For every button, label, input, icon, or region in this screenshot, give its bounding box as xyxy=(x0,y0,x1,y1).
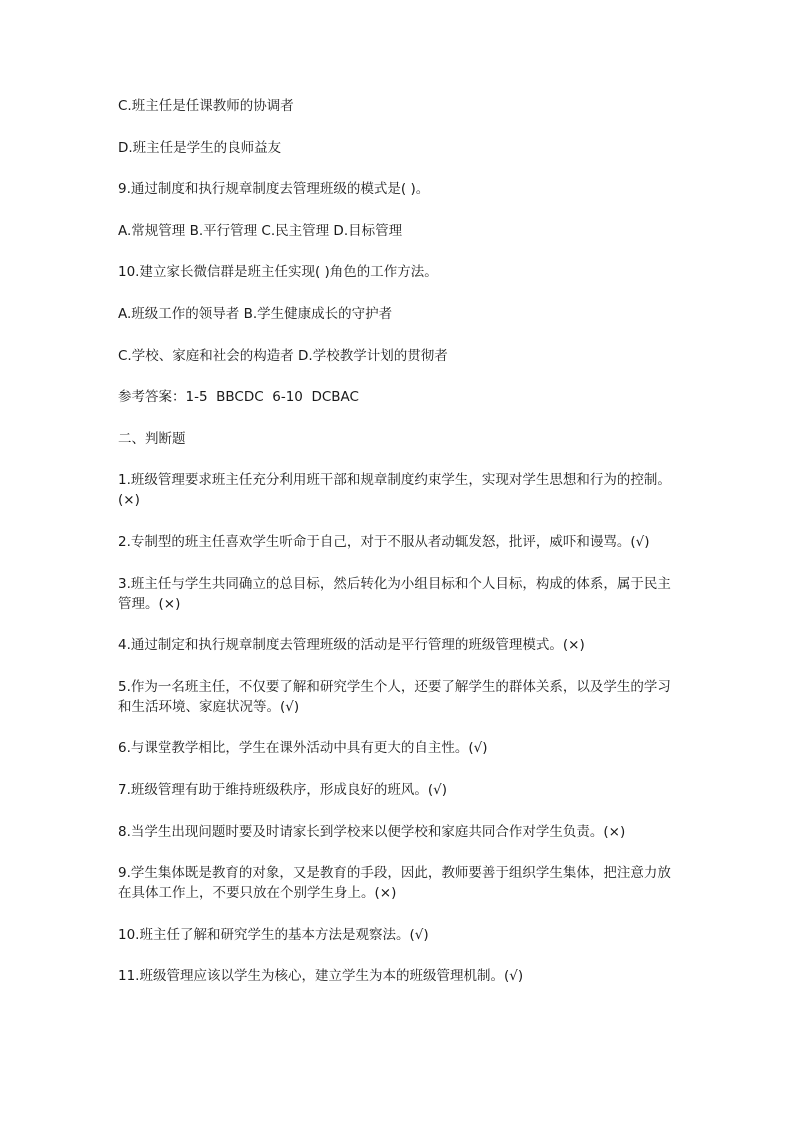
option-c-line: C.班主任是任课教师的协调者 xyxy=(118,98,294,114)
question-10: 10.建立家长微信群是班主任实现( )角色的工作方法。 xyxy=(118,264,438,281)
judgment-7: 7.班级管理有助于维持班级秩序，形成良好的班风。(√) xyxy=(118,781,448,798)
judgment-3: 3.班主任与学生共同确立的总目标，然后转化为小组目标和个人目标，构成的体系，属于民主管理。(×) xyxy=(118,575,671,612)
judgment-5: 5.作为一名班主任，不仅要了解和研究学生个人，还要了解学生的群体关系，以及学生的学习和生活环境、家庭状况等。(√) xyxy=(118,678,671,715)
judgment-2: 2.专制型的班主任喜欢学生听命于自己，对于不服从者动辄发怒，批评，威吓和谩骂。(√) xyxy=(118,533,650,550)
judgment-1: 1.班级管理要求班主任充分利用班干部和规章制度约束学生，实现对学生思想和行为的控制。(×) xyxy=(118,472,671,509)
judgment-4: 4.通过制定和执行规章制度去管理班级的活动是平行管理的班级管理模式。(×) xyxy=(118,637,585,654)
judgment-6: 6.与课堂教学相比，学生在课外活动中具有更大的自主性。(√) xyxy=(118,740,488,757)
question-9-options: A.常规管理 B.平行管理 C.民主管理 D.目标管理 xyxy=(118,222,403,239)
document-page xyxy=(118,96,678,1008)
question-10-options-cd: C.学校、家庭和社会的构造者 D.学校教学计划的贯彻者 xyxy=(118,347,448,364)
option-d-line: D.班主任是学生的良师益友 xyxy=(118,139,282,156)
answer-key: 参考答案：1-5 BBCDC 6-10 DCBAC xyxy=(118,389,359,406)
section-heading: 二、判断题 xyxy=(118,430,186,447)
judgment-8: 8.当学生出现问题时要及时请家长到学校来以便学校和家庭共同合作对学生负责。(×) xyxy=(118,823,626,840)
judgment-10: 10.班主任了解和研究学生的基本方法是观察法。(√) xyxy=(118,926,429,943)
judgment-9: 9.学生集体既是教育的对象，又是教育的手段，因此，教师要善于组织学生集体，把注意力放在具体工作上，不要只放在个别学生身上。(×) xyxy=(118,865,671,902)
judgment-11: 11.班级管理应该以学生为核心，建立学生为本的班级管理机制。(√) xyxy=(118,968,524,985)
question-9: 9.通过制度和执行规章制度去管理班级的模式是( )。 xyxy=(118,181,430,198)
question-10-options-ab: A.班级工作的领导者 B.学生健康成长的守护者 xyxy=(118,305,393,322)
